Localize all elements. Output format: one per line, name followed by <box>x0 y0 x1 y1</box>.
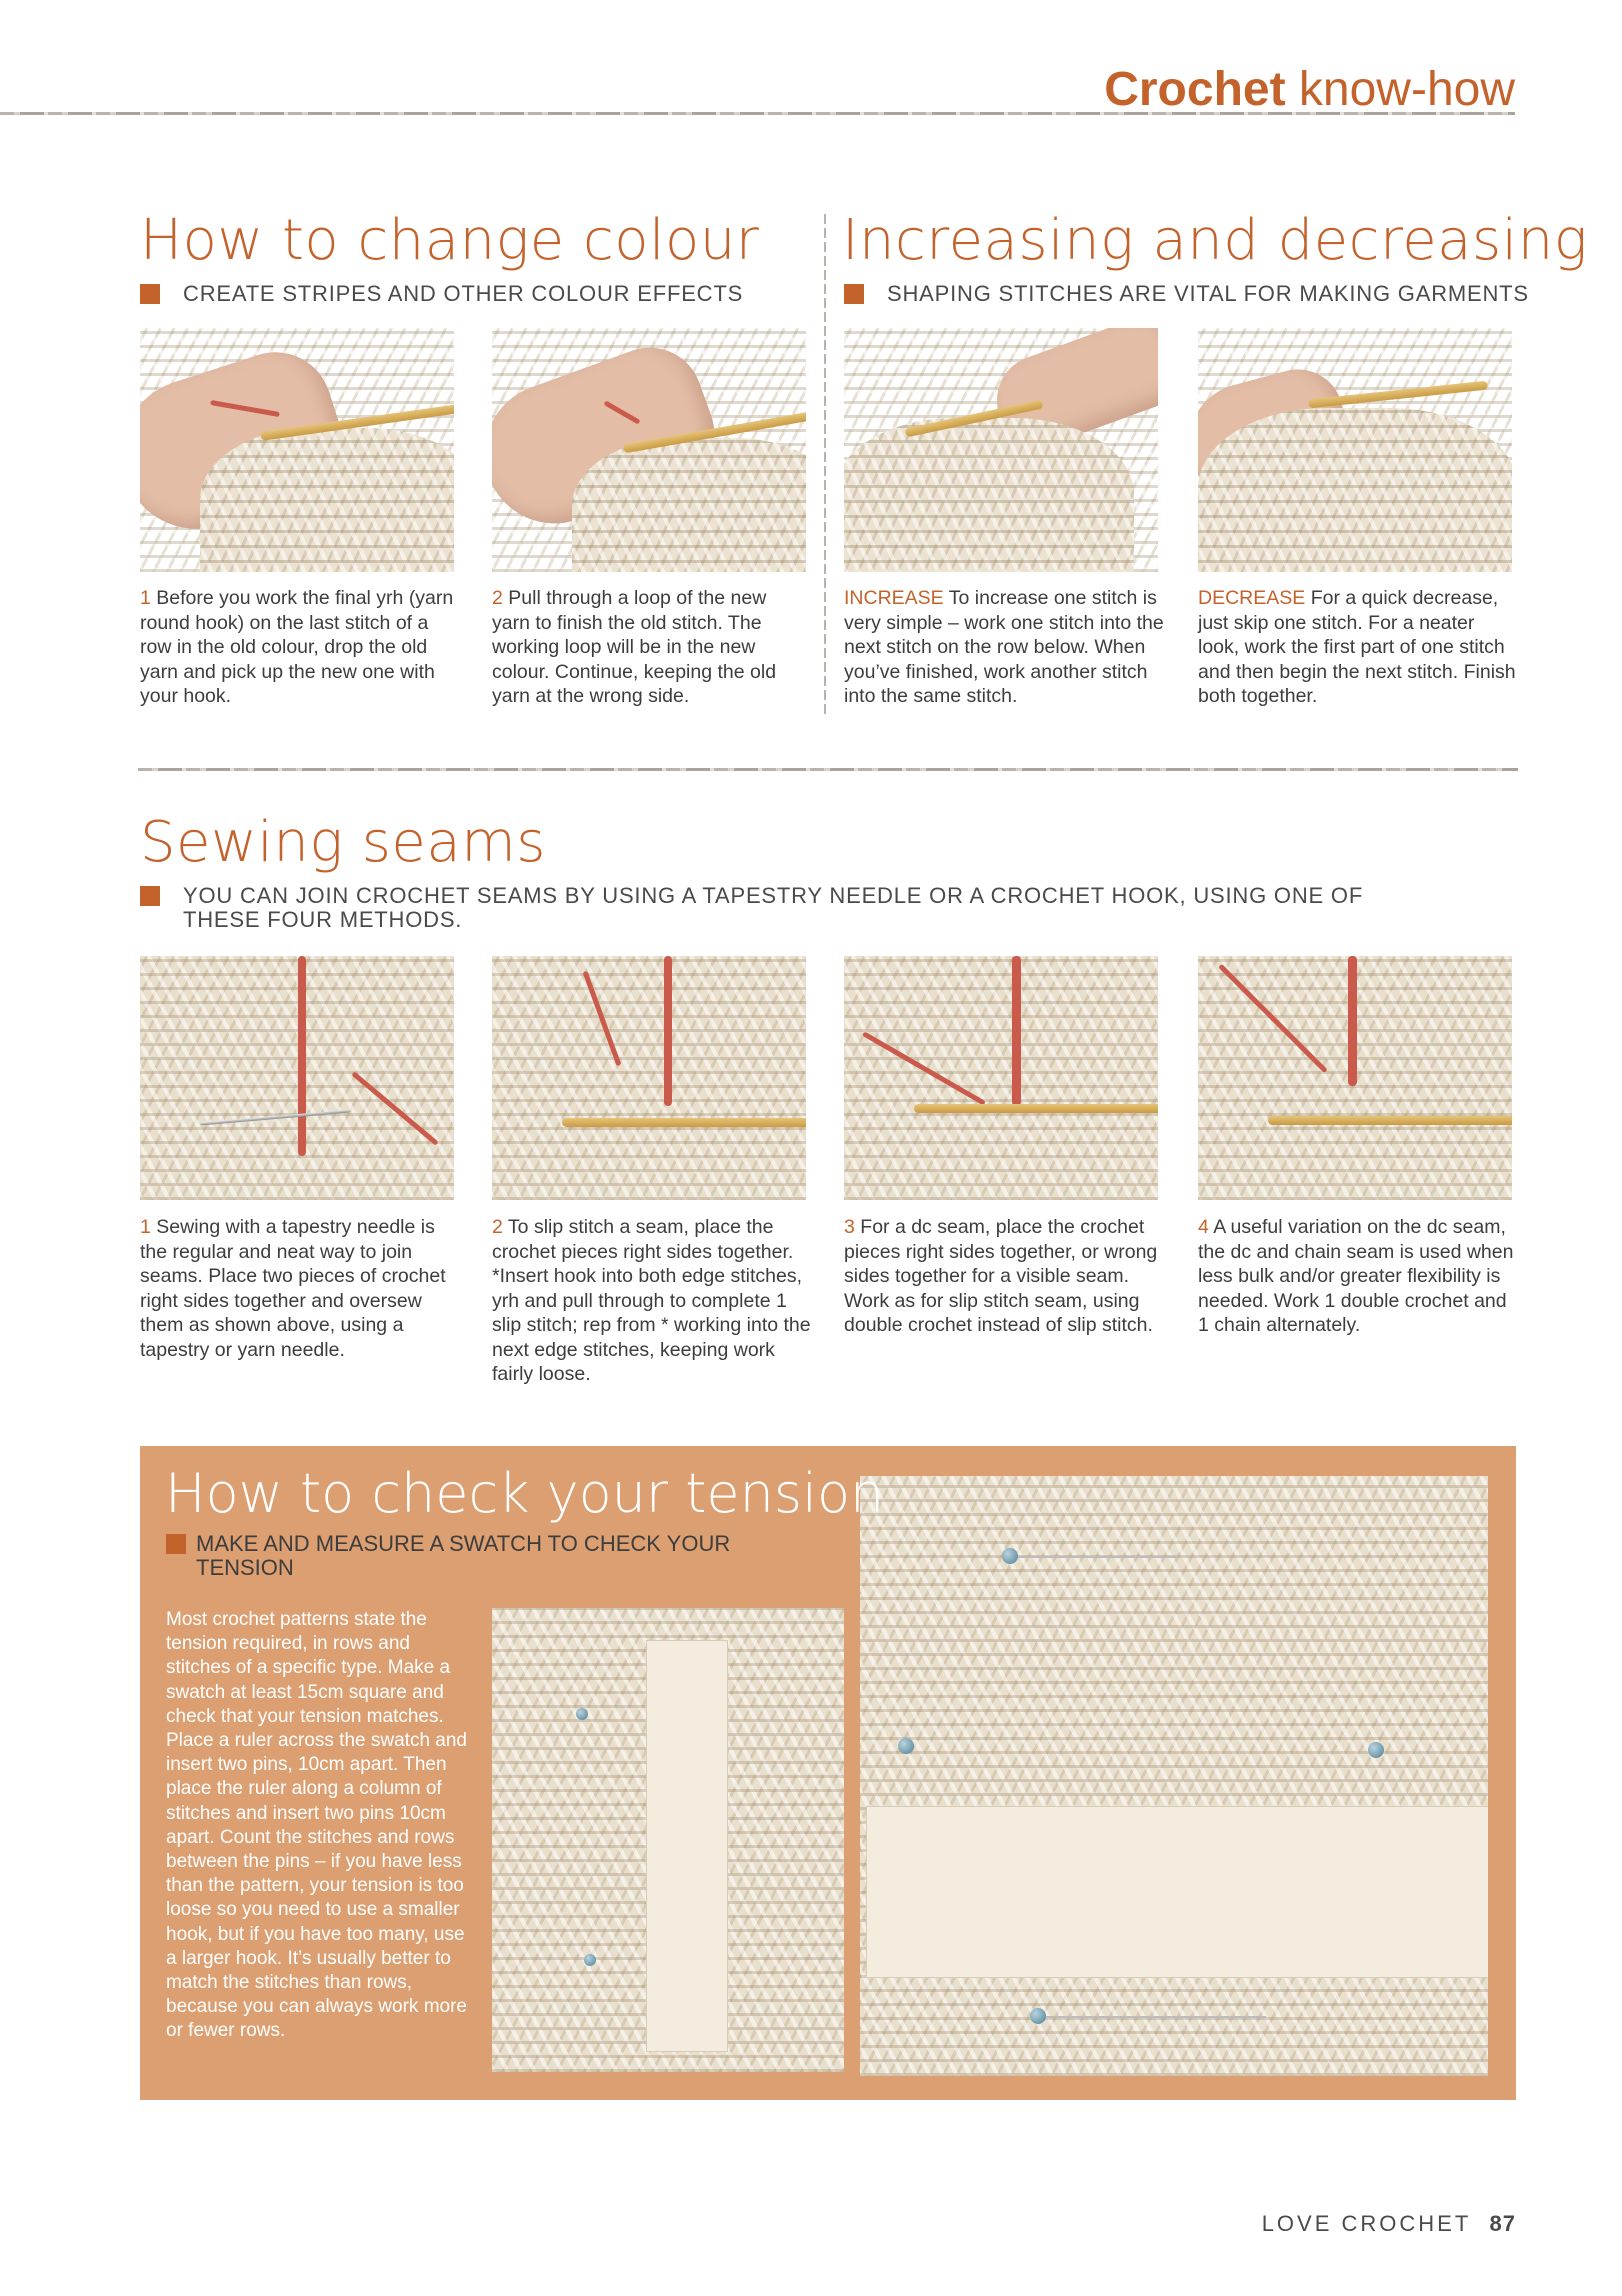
crochet-fabric <box>572 438 806 572</box>
red-yarn <box>1218 964 1328 1074</box>
step-text: A useful variation on the dc seam, the dc and chain seam is used when less bulk and/or greater flexibility is needed. Work 1 double crochet and 1 chain alternately. <box>1198 1216 1514 1336</box>
inc-dec-subtitle <box>844 282 1587 306</box>
pin-shaft <box>1046 2016 1266 2018</box>
red-seam <box>298 956 306 1156</box>
change-colour-step-1 <box>140 586 460 709</box>
tension-body: Most crochet patterns state the tension required, in rows and stitches of a specific type. Make a swatch at least 15cm square and check that your tension matches. Place a ruler across the swatch and insert two pins, 10cm apart. Then place the ruler along a column of stitches and insert two pins 10cm apart. Count the stitches and rows between the pins – if you have less than the pattern, your tension is too loose so you need to use a smaller hook, but if you have too many, use a larger hook. It’s usually better to match the stitches than rows, because you can always work more or fewer rows. <box>166 1609 467 2042</box>
crochet-hook <box>1268 1116 1512 1125</box>
step-label: DECREASE <box>1198 587 1306 609</box>
seam-step-2 <box>492 1215 812 1387</box>
increase-text <box>844 586 1166 709</box>
subtitle-text: CREATE STRIPES AND OTHER COLOUR EFFECTS <box>183 281 744 306</box>
brand-bold: Crochet <box>1104 63 1286 116</box>
photo-decrease <box>1198 328 1512 572</box>
step-text: Sewing with a tapestry needle is the regular and neat way to join seams. Place two pieces of crochet right sides together and oversew them as shown above, using a tapestry or yarn needle. <box>140 1216 446 1361</box>
change-colour-subtitle <box>140 282 823 306</box>
photo-seam-2 <box>492 956 806 1200</box>
page-number: 87 <box>1489 2211 1516 2236</box>
pin-icon <box>898 1738 914 1754</box>
step-text: Pull through a loop of the new yarn to finish the old stitch. The working loop will be in the new colour. Continue, keeping the old yarn at the wrong side. <box>492 587 777 707</box>
red-seam <box>1012 956 1021 1106</box>
bullet-square <box>166 1534 186 1554</box>
step-text: For a dc seam, place the crochet pieces right sides together, or wrong sides together for a visible seam. Work as for slip stitch seam, using double crochet instead of slip stitch. <box>844 1216 1158 1336</box>
step-number: 2 <box>492 1216 503 1238</box>
crochet-hook <box>914 1104 1158 1113</box>
tapestry-needle <box>200 1109 350 1125</box>
photo-tension-gauge <box>492 1608 844 2072</box>
change-colour-title: How to change colour <box>140 208 760 273</box>
step-text: Before you work the final yrh (yarn round hook) on the last stitch of a row in the old colour, drop the old yarn and pick up the new one with your hook. <box>140 587 454 707</box>
crochet-fabric <box>844 418 1134 572</box>
pin-shaft <box>1018 1556 1178 1558</box>
section-header <box>1104 62 1515 117</box>
pin-icon <box>576 1708 588 1720</box>
step-text: For a quick decrease, just skip one stitch. For a neater look, work the first part of one stitch and then begin the next stitch. Finish both together. <box>1198 587 1516 707</box>
pin-icon <box>1002 1548 1018 1564</box>
tension-title: How to check your tension <box>165 1462 885 1525</box>
step-number: 3 <box>844 1216 855 1238</box>
crochet-fabric <box>1198 408 1512 572</box>
magazine-name: LOVE CROCHET <box>1261 2211 1472 2236</box>
subtitle-text: MAKE AND MEASURE A SWATCH TO CHECK YOUR TENSION <box>196 1531 731 1580</box>
bullet-square <box>140 284 160 304</box>
photo-seam-4 <box>1198 956 1512 1200</box>
step-number: 2 <box>492 587 503 609</box>
photo-change-colour-2 <box>492 328 806 572</box>
change-colour-step-2 <box>492 586 808 709</box>
red-yarn <box>351 1071 438 1146</box>
crochet-fabric <box>200 428 454 572</box>
photo-seam-1 <box>140 956 454 1200</box>
pin-icon <box>1368 1742 1384 1758</box>
step-text: To slip stitch a seam, place the crochet pieces right sides together. *Insert hook into both edge stitches, yrh and pull through to complete 1 slip stitch; rep from * working into the next edge stitches, keeping work fairly loose. <box>492 1216 811 1385</box>
tension-subtitle <box>166 1532 756 1580</box>
brand-rest: know-how <box>1285 63 1515 116</box>
red-seam <box>664 956 672 1106</box>
inc-dec-title: Increasing and decreasing <box>842 208 1588 273</box>
photo-increase <box>844 328 1158 572</box>
vertical-ruler <box>646 1640 728 2052</box>
bullet-square <box>844 284 864 304</box>
subtitle-text: SHAPING STITCHES ARE VITAL FOR MAKING GARMENTS <box>887 281 1529 306</box>
horizontal-ruler <box>866 1806 1488 1978</box>
red-yarn <box>862 1031 986 1105</box>
seams-title: Sewing seams <box>140 810 546 875</box>
seams-subtitle <box>140 884 1433 932</box>
subtitle-text: YOU CAN JOIN CROCHET SEAMS BY USING A TAPESTRY NEEDLE OR A CROCHET HOOK, USING ONE OF THESE FOUR METHODS. <box>183 883 1364 932</box>
photo-change-colour-1 <box>140 328 454 572</box>
step-label: INCREASE <box>844 587 944 609</box>
pin-icon <box>1030 2008 1046 2024</box>
seam-step-3 <box>844 1215 1166 1338</box>
crochet-hook <box>562 1118 806 1127</box>
column-divider <box>824 214 826 714</box>
step-number: 1 <box>140 1216 151 1238</box>
red-yarn <box>583 971 622 1067</box>
step-number: 1 <box>140 587 151 609</box>
decrease-text <box>1198 586 1520 709</box>
step-text: To increase one stitch is very simple – work one stitch into the next stitch on the row below. When you’ve finished, work another stitch into the same stitch. <box>844 587 1164 707</box>
bullet-square <box>140 886 160 906</box>
seam-step-1 <box>140 1215 456 1362</box>
step-number: 4 <box>1198 1216 1209 1238</box>
photo-tension-main <box>860 1476 1488 2076</box>
section-rule <box>138 768 1518 771</box>
page-footer <box>1262 2211 1516 2237</box>
red-seam <box>1348 956 1357 1086</box>
photo-seam-3 <box>844 956 1158 1200</box>
seam-step-4 <box>1198 1215 1520 1338</box>
pin-icon <box>584 1954 596 1966</box>
